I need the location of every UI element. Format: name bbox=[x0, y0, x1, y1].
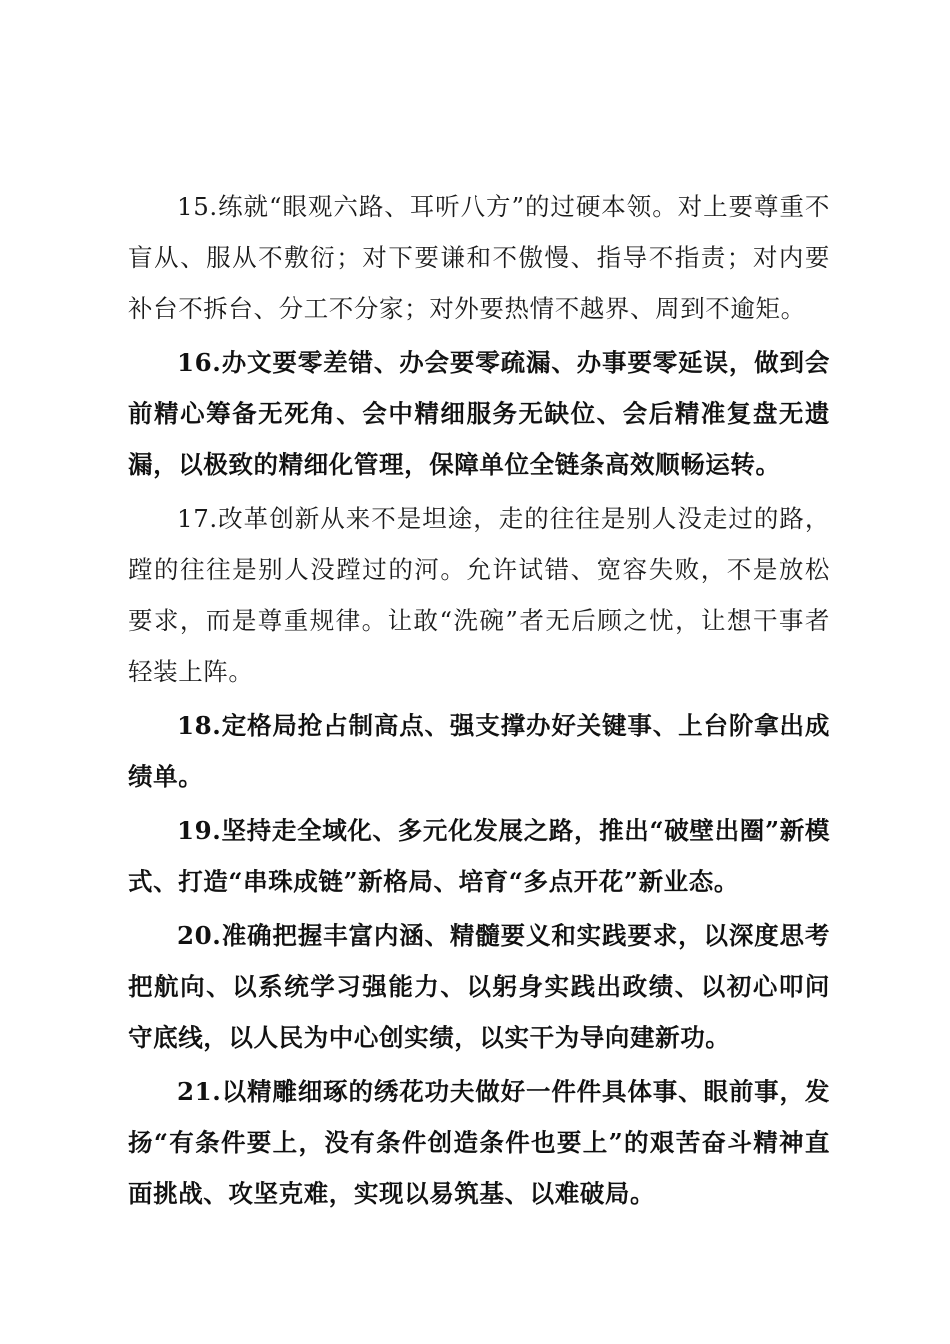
paragraph-number: 17. bbox=[177, 504, 218, 533]
paragraph-text: 练就“眼观六路、耳听八方”的过硬本领。对上要尊重不盲从、服从不敷衍；对下要谦和不傲慢、指导不指责；对内要补台不拆台、分工不分家；对外要热情不越界、周到不逾矩。 bbox=[128, 192, 830, 323]
paragraph-number: 21. bbox=[177, 1077, 222, 1106]
paragraph-text: 准确把握丰富内涵、精髓要义和实践要求，以深度思考把航向、以系统学习强能力、以躬身实践出政绩、以初心叩问守底线，以人民为中心创实绩，以实干为导向建新功。 bbox=[128, 921, 830, 1052]
paragraph-16 bbox=[128, 337, 830, 490]
paragraph-19 bbox=[128, 805, 830, 907]
paragraph-text: 定格局抢占制高点、强支撑办好关键事、上台阶拿出成绩单。 bbox=[128, 711, 830, 791]
paragraph-text: 办文要零差错、办会要零疏漏、办事要零延误，做到会前精心筹备无死角、会中精细服务无缺位、会后精准复盘无遗漏，以极致的精细化管理，保障单位全链条高效顺畅运转。 bbox=[128, 348, 830, 479]
paragraph-number: 19. bbox=[177, 816, 222, 845]
paragraph-15 bbox=[128, 181, 830, 334]
paragraph-number: 15. bbox=[177, 192, 218, 221]
paragraph-number: 20. bbox=[177, 921, 222, 950]
paragraph-17 bbox=[128, 493, 830, 697]
paragraph-text: 坚持走全域化、多元化发展之路，推出“破壁出圈”新模式、打造“串珠成链”新格局、培育“多点开花”新业态。 bbox=[128, 816, 830, 896]
paragraph-number: 18. bbox=[177, 711, 222, 740]
paragraph-21 bbox=[128, 1066, 830, 1219]
paragraph-number: 16. bbox=[177, 348, 222, 377]
paragraph-text: 改革创新从来不是坦途，走的往往是别人没走过的路，蹚的往往是别人没蹚过的河。允许试错、宽容失败，不是放松要求，而是尊重规律。让敢“洗碗”者无后顾之忧，让想干事者轻装上阵。 bbox=[128, 504, 830, 686]
paragraph-text: 以精雕细琢的绣花功夫做好一件件具体事、眼前事，发扬“有条件要上，没有条件创造条件也要上”的艰苦奋斗精神直面挑战、攻坚克难，实现以易筑基、以难破局。 bbox=[128, 1077, 830, 1208]
paragraph-18 bbox=[128, 700, 830, 802]
document-body bbox=[128, 181, 830, 1219]
paragraph-20 bbox=[128, 910, 830, 1063]
